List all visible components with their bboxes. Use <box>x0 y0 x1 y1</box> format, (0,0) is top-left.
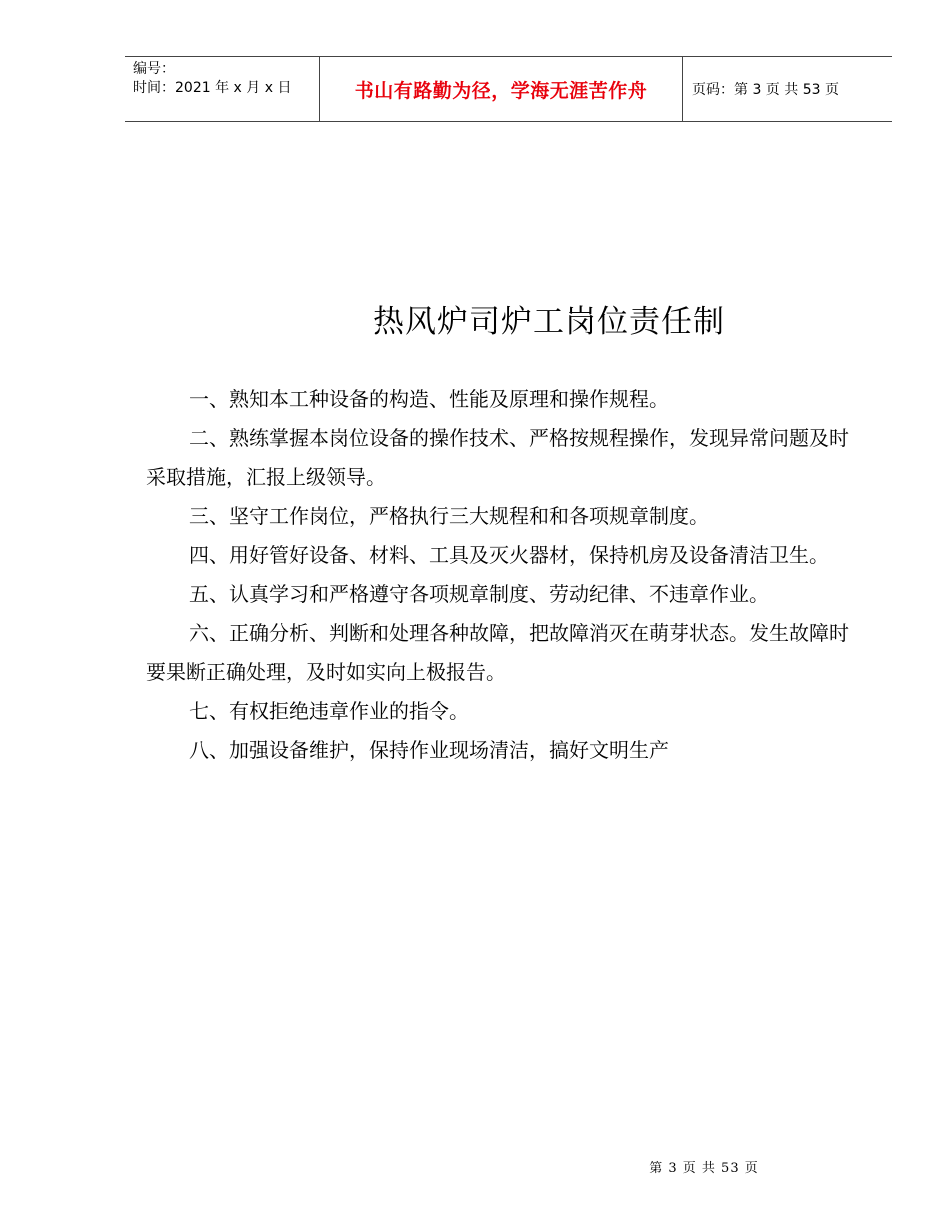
header-meta <box>133 60 291 98</box>
paragraph: 六、正确分析、判断和处理各种故障，把故障消灭在萌芽状态。发生故障时要果断正确处理，及时如实向上极报告。 <box>146 621 849 684</box>
paragraph: 一、熟知本工种设备的构造、性能及原理和操作规程。 <box>189 387 669 411</box>
paragraph: 二、熟练掌握本岗位设备的操作技术、严格按规程操作，发现异常问题及时采取措施，汇报上级领导。 <box>146 426 849 489</box>
document-body <box>146 380 866 770</box>
document-title: 热风炉司炉工岗位责任制 <box>373 304 725 340</box>
paragraph: 三、坚守工作岗位，严格执行三大规程和和各项规章制度。 <box>189 504 709 528</box>
paragraph: 四、用好管好设备、材料、工具及灭火器材，保持机房及设备清洁卫生。 <box>189 543 829 567</box>
header-divider <box>682 57 683 121</box>
page-header <box>125 56 892 122</box>
header-page-code: 页码：第 3 页 共 53 页 <box>692 82 839 98</box>
paragraph: 七、有权拒绝违章作业的指令。 <box>189 699 469 723</box>
serial-number-label: 编号： <box>133 61 175 77</box>
time-label: 时间：2021 年 x 月 x 日 <box>133 80 292 96</box>
paragraph: 五、认真学习和严格遵守各项规章制度、劳动纪律、不违章作业。 <box>189 582 769 606</box>
page-footer: 第 3 页 共 53 页 <box>649 1161 759 1176</box>
paragraph: 八、加强设备维护，保持作业现场清洁，搞好文明生产 <box>189 738 669 762</box>
header-motto: 书山有路勤为径，学海无涯苦作舟 <box>354 79 648 102</box>
